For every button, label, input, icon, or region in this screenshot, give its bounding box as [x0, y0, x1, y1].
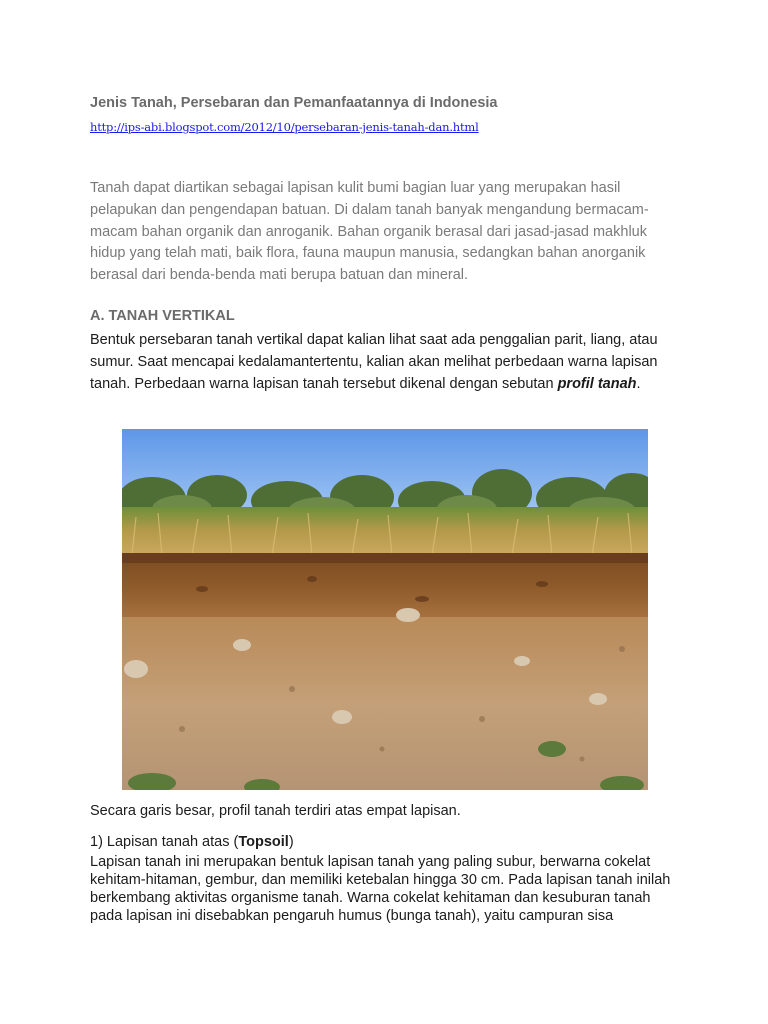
profil-tanah-emphasis: profil tanah — [557, 375, 637, 392]
section-heading-tanah-vertikal: A. TANAH VERTIKAL — [90, 308, 235, 324]
layer-1-heading — [90, 834, 294, 850]
layer-1-suffix: ) — [288, 834, 294, 850]
layer-1-term: Topsoil — [238, 834, 289, 850]
intro-paragraph: Tanah dapat diartikan sebagai lapisan kulit bumi bagian luar yang merupakan hasil pelapukan dan pengendapan batuan. Di dalam tanah banyak mengandung bermacam-macam bahan organik dan anroganik. Bahan organik berasal dari jasad-jasad makhluk hidup yang telah mati, baik flora, fauna maupun manusia, sedangkan bahan anorganik berasal dari benda-benda mati berupa batuan dan mineral. — [90, 180, 649, 284]
document-title: Jenis Tanah, Persebaran dan Pemanfaatannya di Indonesia — [90, 95, 498, 111]
layer-1-prefix: 1) Lapisan tanah atas ( — [90, 834, 239, 850]
layer-1-body: Lapisan tanah ini merupakan bentuk lapisan tanah yang paling subur, berwarna cokelat kehitam-hitaman, gembur, dan memiliki ketebalan hingga 30 cm. Pada lapisan tanah inilah berkembang aktivitas organisme tanah. Warna cokelat kehitaman dan kesuburan tanah pada lapisan ini disebabkan pengaruh humus (bunga tanah), yaitu campuran sisa — [90, 854, 671, 924]
section-body-tanah-vertikal — [90, 330, 680, 395]
profile-summary: Secara garis besar, profil tanah terdiri atas empat lapisan. — [90, 803, 461, 819]
source-link[interactable]: http://ips-abi.blogspot.com/2012/10/persebaran-jenis-tanah-dan.html — [90, 120, 479, 134]
section-body-text: Bentuk persebaran tanah vertikal dapat kalian lihat saat ada penggalian parit, liang, atau sumur. Saat mencapai kedalamantertentu, kalian akan melihat perbedaan warna lapisan tanah. Perbedaan warna lapisan tanah tersebut dikenal dengan sebutan — [90, 332, 658, 392]
soil-profile-photo — [122, 429, 648, 790]
section-body-trailing: . — [636, 375, 641, 392]
